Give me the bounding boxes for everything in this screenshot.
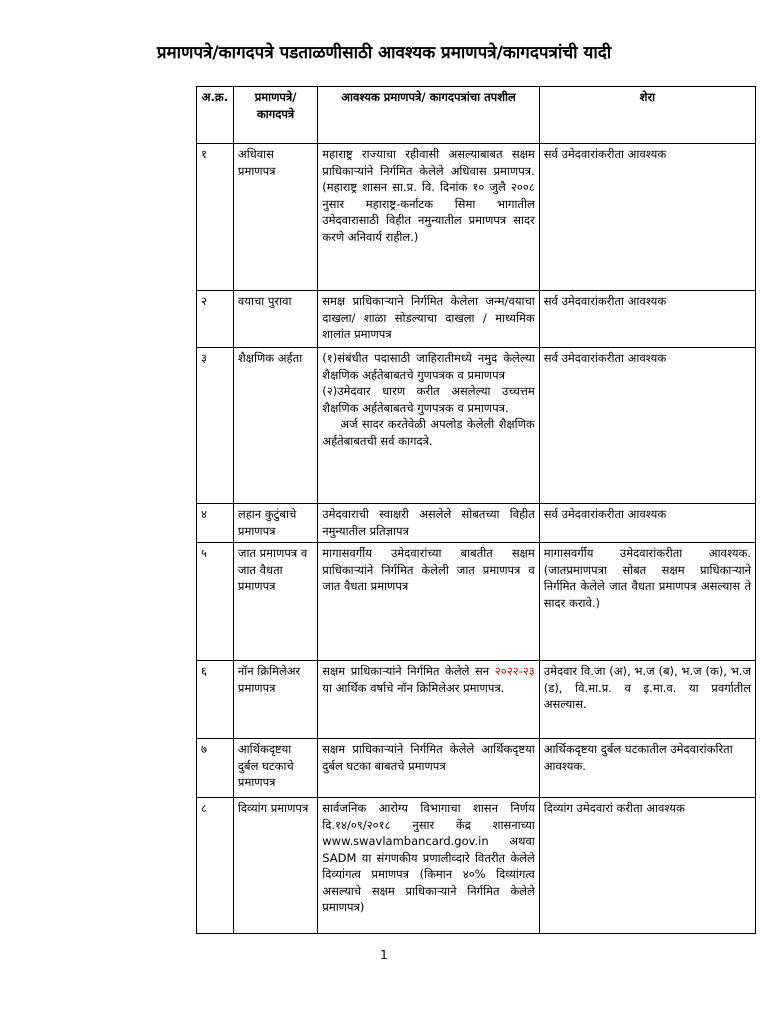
row-serial: ३ — [197, 348, 234, 504]
row-details: सक्षम प्राधिकाऱ्यांने निर्गमित केलेले आर्थिकदृष्टया दुर्बल घटका बाबतचे प्रमाणपत्र — [318, 739, 539, 798]
row-details — [318, 661, 539, 739]
table-row — [197, 291, 756, 348]
document-title: प्रमाणपत्रे/कागदपत्रे पडताळणीसाठी आवश्यक प्रमाणपत्रे/कागदपत्रांची यादी — [156, 43, 612, 63]
row-serial: ६ — [197, 661, 234, 739]
row-remarks: सर्व उमेदवारांकरीता आवश्यक — [539, 291, 755, 348]
documents-table — [196, 86, 756, 934]
detail-text: सक्षम प्राधिकाऱ्यांने निर्गमित केलेले सन — [322, 664, 495, 678]
row-serial: ८ — [197, 798, 234, 934]
table-header-row — [197, 87, 756, 144]
header-details: आवश्यक प्रमाणपत्रे/ कागदपत्रांचा तपशील — [318, 87, 539, 144]
fiscal-year-highlight: २०२२-२३ — [494, 664, 535, 678]
detail-line: अर्ज सादर करतेवेळी अपलोड केलेली शैक्षणिक अर्हतेबाबतची सर्व कागदत्रे. — [322, 417, 535, 448]
row-remarks: मागासवर्गीय उमेदवारांकरीता आवश्यक. (जातप्रमाणपत्रा सोबत सक्षम प्राधिकाऱ्याने निर्गमित केलेले जात वैधता प्रमाणपत्र असल्यास ते सादर करावे.) — [539, 543, 755, 661]
page-number: 1 — [380, 948, 388, 962]
row-certificate: अधिवास प्रमाणपत्र — [233, 144, 317, 291]
header-remarks: शेरा — [539, 87, 755, 144]
table-row — [197, 661, 756, 739]
row-remarks: उमेदवार वि.जा (अ), भ.ज (ब), भ.ज (क), भ.ज (ड), वि.मा.प्र. व इ.मा.व. या प्रवर्गातील असल्यास. — [539, 661, 755, 739]
header-certificate: प्रमाणपत्रे/ कागदपत्रे — [233, 87, 317, 144]
row-details: महाराष्ट्र राज्याचा रहीवासी असल्याबाबत सक्षम प्राधिकाऱ्यांने निर्गमित केलेले अधिवास प्रमाणपत्र. (महाराष्ट्र शासन सा.प्र. वि. दिनांक १० जुलै २००८ नुसार महाराष्ट्र-कर्नाटक सिमा भागातील उमेदवारासाठी विहीत नमुन्यातील प्रमाणपत्र सादर करणे अनिवार्य राहील.) — [318, 144, 539, 291]
row-certificate: आर्थिकदृष्टया दुर्बल घटकाचे प्रमाणपत्र — [233, 739, 317, 798]
row-details: सार्वजनिक आरोग्य विभागाचा शासन निर्णय दि.१४/०९/२०१८ नुसार केंद्र शासनाच्या www.swavlambancard.gov.in अथवा SADM या संगणकीय प्रणालीव्दारे वितरीत केलेले दिव्यांगत्व प्रमाणपत्र (किमान ४०% दिव्यांगत्व असल्याचे सक्षम प्राधिकाऱ्याने निर्गमित केलेले प्रमाणपत्र) — [318, 798, 539, 934]
detail-text: या आर्थिक वर्षाचे नॉन क्रिमिलेअर प्रमाणपत्र. — [322, 680, 505, 695]
row-certificate: जात प्रमाणपत्र व जात वैधता प्रमाणपत्र — [233, 543, 317, 661]
row-certificate: नॉन क्रिमिलेअर प्रमाणपत्र — [233, 661, 317, 739]
row-serial: २ — [197, 291, 234, 348]
row-details: उमेदवाराची स्वाक्षरी असलेले सोबतच्या विहीत नमुन्यातील प्रतिज्ञापत्र — [318, 504, 539, 543]
row-remarks: दिव्यांग उमेदवारां करीता आवश्यक — [539, 798, 755, 934]
row-certificate: लहान कुटुंबाचे प्रमाणपत्र — [233, 504, 317, 543]
detail-line: (२)उमेदवार धारण करीत असलेल्या उच्चत्तम शैक्षणिक अर्हतेबाबतचे गुणपत्रक व प्रमाणपत्र. — [322, 384, 535, 415]
table-row — [197, 144, 756, 291]
row-remarks: सर्व उमेदवारांकरीता आवश्यक — [539, 144, 755, 291]
row-remarks: सर्व उमेदवारांकरीता आवश्यक — [539, 348, 755, 504]
row-remarks: आर्थिकदृष्टया दुर्बल घटकातील उमेदवारांकरिता आवश्यक. — [539, 739, 755, 798]
table-row — [197, 798, 756, 934]
row-certificate: शैक्षणिक अर्हता — [233, 348, 317, 504]
row-serial: १ — [197, 144, 234, 291]
table-row — [197, 739, 756, 798]
row-details: समक्ष प्राधिकाऱ्याने निर्गमित केलेला जन्म/वयाचा दाखला/ शाळा सोडल्याचा दाखला / माध्यमिक शालांत प्रमाणपत्र — [318, 291, 539, 348]
table-row — [197, 543, 756, 661]
row-certificate: दिव्यांग प्रमाणपत्र — [233, 798, 317, 934]
table-row — [197, 504, 756, 543]
row-details: मागासवर्गीय उमेदवारांच्या बाबतीत सक्षम प्राधिकाऱ्यांने निर्गमित केलेली जात प्रमाणपत्र व जात वैधता प्रमाणपत्र — [318, 543, 539, 661]
row-certificate: वयाचा पुरावा — [233, 291, 317, 348]
row-serial: ७ — [197, 739, 234, 798]
header-serial: अ.क्र. — [197, 87, 234, 144]
row-remarks: सर्व उमेदवारांकरीता आवश्यक — [539, 504, 755, 543]
row-serial: ४ — [197, 504, 234, 543]
detail-line: (१)संबंधीत पदासाठी जाहिरातीमध्ये नमुद केलेल्या शैक्षणिक अर्हतेबाबतचे गुणपत्रक व प्रमाणपत्र — [322, 351, 535, 382]
row-serial: ५ — [197, 543, 234, 661]
row-details — [318, 348, 539, 504]
table-row — [197, 348, 756, 504]
